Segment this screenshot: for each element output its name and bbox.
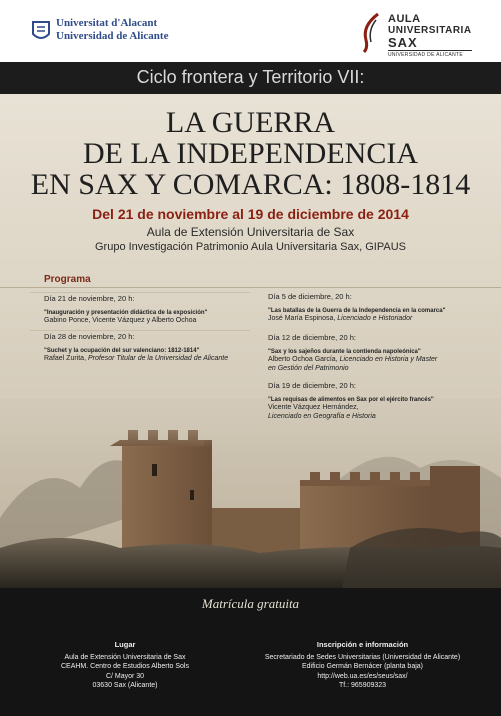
session-speakers bbox=[268, 356, 437, 365]
session-day: Día 21 de noviembre, 20 h: bbox=[44, 294, 135, 303]
location-line: Aula de Extensión Universitaria de Sax bbox=[64, 653, 186, 661]
aula-sax-wordmark bbox=[388, 14, 472, 59]
registration-info bbox=[250, 640, 475, 691]
main-title-line-2: DE LA INDEPENDENCIA bbox=[83, 137, 418, 170]
location-line: CEAHM. Centro de Estudios Alberto Sols bbox=[60, 663, 189, 670]
event-venue: Aula de Extensión Universitaria de Sax bbox=[146, 225, 355, 239]
location-line: C/ Mayor 30 bbox=[105, 672, 145, 680]
sax-word: SAX bbox=[388, 35, 418, 50]
sax-emblem-icon bbox=[358, 12, 384, 54]
speaker-role: Licenciado en Historia y Master bbox=[339, 356, 438, 363]
speaker-role: Licenciado en Geografía e Historia bbox=[268, 412, 376, 420]
speaker-names: José María Espinosa, bbox=[268, 315, 338, 322]
cycle-band bbox=[0, 62, 501, 94]
location-heading: Lugar bbox=[114, 640, 136, 649]
footer bbox=[0, 588, 501, 716]
location-line: 03630 Sax (Alicante) bbox=[92, 682, 158, 689]
session-day: Día 5 de diciembre, 20 h: bbox=[268, 292, 352, 301]
main-title-line-3: EN SAX Y COMARCA: 1808-1814 bbox=[30, 168, 471, 201]
programme-section bbox=[0, 270, 501, 448]
programme-divider bbox=[0, 287, 501, 288]
organizing-group: Grupo Investigación Patrimonio Aula Universitaria Sax, GIPAUS bbox=[95, 241, 406, 253]
speaker-role: Profesor Titular de la Universidad de Alicante bbox=[87, 355, 229, 362]
free-registration-note: Matrícula gratuita bbox=[201, 596, 300, 611]
session-item bbox=[44, 295, 207, 326]
speaker-names: Alberto Ochoa García, bbox=[268, 356, 340, 363]
session-item bbox=[268, 334, 437, 373]
session-speakers bbox=[268, 315, 445, 324]
speaker-names: Rafael Zurita, bbox=[44, 355, 88, 362]
universitaria-word: UNIVERSITARIA bbox=[388, 25, 472, 36]
university-of-alicante-logo-icon bbox=[30, 18, 52, 44]
speaker-role: en Gestión del Patrimonio bbox=[268, 364, 349, 372]
speaker-names: Vicente Vázquez Hernández, bbox=[268, 404, 359, 411]
event-dates: Del 21 de noviembre al 19 de diciembre de 2014 bbox=[92, 206, 409, 222]
registration-line: Secretariado de Sedes Universitarias (Universidad de Alicante) bbox=[264, 653, 461, 661]
speaker-role: Licenciado e Historiador bbox=[337, 315, 413, 322]
session-speakers bbox=[44, 355, 228, 364]
session-day: Día 28 de noviembre, 20 h: bbox=[44, 332, 135, 341]
session-talk: "Las batallas de la Guerra de la Independencia en la comarca" bbox=[268, 307, 446, 314]
aula-word: AULA bbox=[388, 13, 421, 25]
location-info bbox=[30, 640, 220, 691]
session-day: Día 12 de diciembre, 20 h: bbox=[268, 333, 356, 342]
registration-phone: Tf.: 965909323 bbox=[338, 682, 387, 689]
registration-heading: Inscripción e información bbox=[316, 640, 409, 649]
aula-universitaria-sax-logo bbox=[358, 10, 478, 56]
speaker-names: Gabino Ponce, Vicente Vázquez y Alberto Ochoa bbox=[44, 317, 197, 324]
session-item bbox=[268, 382, 434, 421]
session-talk: "Suchet y la ocupación del sur valenciano: 1812-1814" bbox=[44, 347, 200, 354]
header bbox=[0, 0, 501, 62]
session-left-1-divider bbox=[30, 292, 250, 293]
session-talk: "Las requisas de alimentos en Sax por el ejército francés" bbox=[268, 396, 434, 403]
university-name bbox=[56, 17, 168, 43]
session-speakers bbox=[44, 317, 207, 326]
session-speakers bbox=[268, 404, 434, 413]
registration-line: Edificio Germán Bernácer (planta baja) bbox=[301, 663, 423, 670]
session-speakers-continued bbox=[268, 365, 437, 374]
session-speakers-continued bbox=[268, 413, 434, 422]
session-talk: "Sax y los sajeños durante la contienda napoleónica" bbox=[268, 348, 421, 355]
university-name-valencian: Universitat d'Alacant bbox=[56, 17, 158, 29]
title-area bbox=[0, 94, 501, 270]
session-talk: "Inauguración y presentación didáctica de la exposición" bbox=[44, 309, 208, 316]
session-item bbox=[44, 333, 228, 364]
session-day: Día 19 de diciembre, 20 h: bbox=[268, 381, 356, 390]
cycle-title: Ciclo frontera y Territorio VII: bbox=[136, 67, 365, 87]
universidad-de-alicante-tagline: UNIVERSIDAD DE ALICANTE bbox=[388, 50, 472, 59]
main-title-line-1: LA GUERRA bbox=[165, 106, 336, 139]
session-item bbox=[268, 293, 445, 324]
session-left-2-divider bbox=[30, 330, 250, 331]
programme-heading: Programa bbox=[44, 274, 91, 285]
registration-url-link[interactable]: http://web.ua.es/es/seus/sax/ bbox=[317, 672, 408, 680]
university-name-spanish: Universidad de Alicante bbox=[56, 30, 169, 42]
